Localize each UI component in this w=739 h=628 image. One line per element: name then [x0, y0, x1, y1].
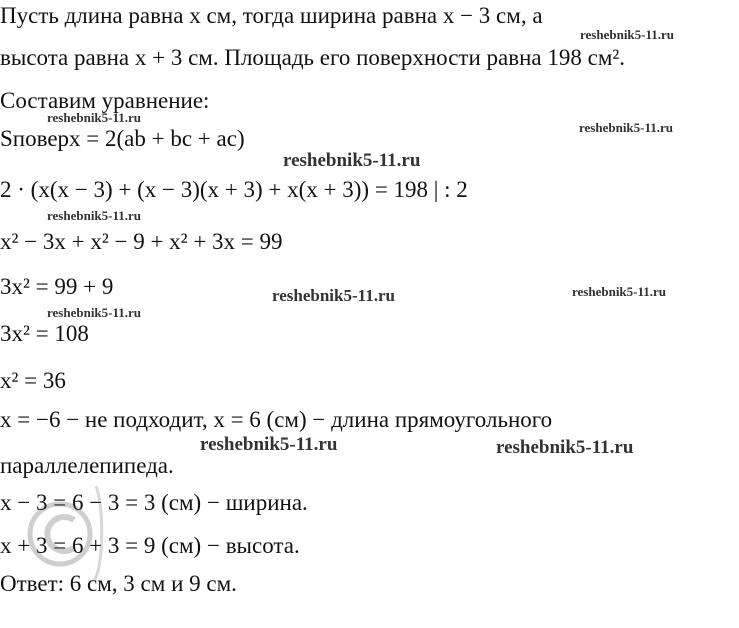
roots-line-continued: параллелепипеда.	[0, 453, 174, 478]
watermark: reshebnik5-11.ru	[47, 208, 142, 223]
equation-3: 3x² = 99 + 9	[0, 274, 114, 299]
equation-1: 2 · (x(x − 3) + (x − 3)(x + 3) + x(x + 3)) = 198 | : 2	[0, 177, 468, 202]
text-line-3: Составим уравнение:	[0, 88, 210, 113]
watermark: reshebnik5-11.ru	[47, 305, 142, 320]
watermark: reshebnik5-11.ru	[272, 286, 395, 305]
watermark: reshebnik5-11.ru	[200, 434, 338, 455]
watermark: reshebnik5-11.ru	[572, 284, 667, 299]
formula-surface-area: Sповерх = 2(ab + bc + ac)	[0, 126, 245, 151]
answer-line: Ответ: 6 см, 3 см и 9 см.	[0, 571, 237, 596]
roots-line: x = −6 − не подходит, x = 6 (см) − длина прямоугольного	[0, 407, 553, 432]
watermark: reshebnik5-11.ru	[496, 437, 634, 458]
watermark: reshebnik5-11.ru	[47, 110, 142, 125]
watermark: reshebnik5-11.ru	[580, 27, 675, 42]
text-line-2: высота равна x + 3 см. Площадь его поверхности равна 198 см².	[0, 45, 626, 70]
equation-4: 3x² = 108	[0, 321, 89, 346]
watermark: reshebnik5-11.ru	[579, 120, 674, 135]
watermark: reshebnik5-11.ru	[283, 150, 421, 171]
equation-5: x² = 36	[0, 368, 66, 393]
text-line-1: Пусть длина равна x см, тогда ширина равна x − 3 см, а	[0, 3, 543, 28]
copyright-seal-icon	[24, 476, 112, 586]
width-line: x − 3 = 6 − 3 = 3 (см) − ширина.	[0, 490, 308, 515]
height-line: x + 3 = 6 + 3 = 9 (см) − высота.	[0, 533, 300, 558]
equation-2: x² − 3x + x² − 9 + x² + 3x = 99	[0, 229, 283, 254]
